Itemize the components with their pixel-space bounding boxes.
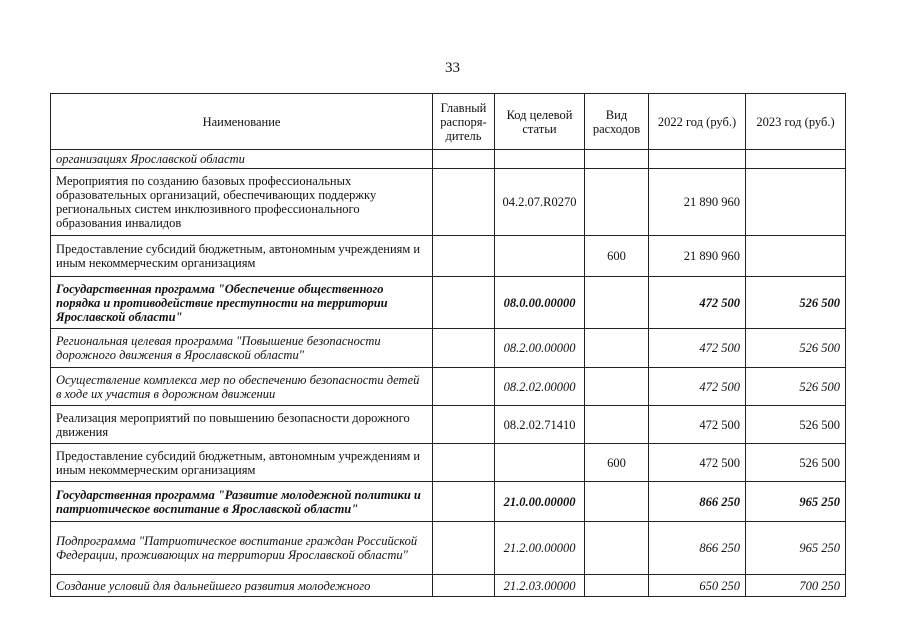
row-manager — [433, 150, 495, 169]
row-code: 08.2.00.00000 — [495, 329, 585, 368]
table-row — [51, 406, 846, 444]
row-2022: 472 500 — [649, 277, 746, 329]
row-2023 — [746, 150, 846, 169]
row-manager — [433, 522, 495, 575]
row-2023: 700 250 — [746, 575, 846, 597]
header-kind: Вид расходов — [585, 94, 649, 150]
table-row — [51, 575, 846, 597]
row-code: 21.2.00.00000 — [495, 522, 585, 575]
row-manager — [433, 277, 495, 329]
row-manager — [433, 368, 495, 406]
row-code — [495, 236, 585, 277]
header-code: Код целевой статьи — [495, 94, 585, 150]
row-kind — [585, 150, 649, 169]
row-name: Региональная целевая программа "Повышение безопасности дорожного движения в Ярославской области" — [51, 329, 433, 368]
row-code: 21.2.03.00000 — [495, 575, 585, 597]
row-2022 — [649, 150, 746, 169]
header-name: Наименование — [51, 94, 433, 150]
row-manager — [433, 575, 495, 597]
row-code — [495, 444, 585, 482]
row-name: Предоставление субсидий бюджетным, автономным учреждениям и иным некоммерческим организациям — [51, 236, 433, 277]
row-name: Мероприятия по созданию базовых профессиональных образовательных организаций, обеспечивающих поддержку региональных систем инклюзивного профессионального образования инвалидов — [51, 169, 433, 236]
row-manager — [433, 444, 495, 482]
table-row — [51, 368, 846, 406]
row-code: 21.0.00.00000 — [495, 482, 585, 522]
row-code: 08.2.02.00000 — [495, 368, 585, 406]
row-code: 08.2.02.71410 — [495, 406, 585, 444]
row-2022: 866 250 — [649, 482, 746, 522]
row-2022: 866 250 — [649, 522, 746, 575]
row-manager — [433, 236, 495, 277]
row-name: Реализация мероприятий по повышению безопасности дорожного движения — [51, 406, 433, 444]
row-name: Государственная программа "Обеспечение общественного порядка и противодействие преступности на территории Ярославской области" — [51, 277, 433, 329]
row-kind — [585, 277, 649, 329]
row-2022: 650 250 — [649, 575, 746, 597]
row-code: 04.2.07.R0270 — [495, 169, 585, 236]
table-row — [51, 277, 846, 329]
header-2022: 2022 год (руб.) — [649, 94, 746, 150]
page-number: 33 — [445, 60, 460, 76]
row-kind — [585, 329, 649, 368]
row-manager — [433, 406, 495, 444]
row-2023: 526 500 — [746, 406, 846, 444]
header-2023: 2023 год (руб.) — [746, 94, 846, 150]
row-kind — [585, 575, 649, 597]
row-2022: 472 500 — [649, 329, 746, 368]
row-manager — [433, 482, 495, 522]
row-2023: 526 500 — [746, 329, 846, 368]
row-2023: 526 500 — [746, 444, 846, 482]
budget-table — [50, 93, 846, 597]
row-code: 08.0.00.00000 — [495, 277, 585, 329]
row-name: Подпрограмма "Патриотическое воспитание граждан Российской Федерации, проживающих на территории Ярославской области" — [51, 522, 433, 575]
table-row — [51, 444, 846, 482]
table-row — [51, 236, 846, 277]
row-2022: 472 500 — [649, 444, 746, 482]
row-2023: 965 250 — [746, 482, 846, 522]
row-kind — [585, 169, 649, 236]
row-2022: 472 500 — [649, 406, 746, 444]
row-2022: 472 500 — [649, 368, 746, 406]
header-manager: Главный распоря-дитель — [433, 94, 495, 150]
row-manager — [433, 329, 495, 368]
row-name: организациях Ярославской области — [51, 150, 433, 169]
row-kind — [585, 482, 649, 522]
row-2023: 965 250 — [746, 522, 846, 575]
table-row — [51, 522, 846, 575]
table-row — [51, 329, 846, 368]
row-kind — [585, 406, 649, 444]
row-2023 — [746, 169, 846, 236]
row-kind — [585, 368, 649, 406]
row-name: Предоставление субсидий бюджетным, автономным учреждениям и иным некоммерческим организациям — [51, 444, 433, 482]
row-2023: 526 500 — [746, 368, 846, 406]
row-2023: 526 500 — [746, 277, 846, 329]
table-row — [51, 150, 846, 169]
row-kind — [585, 522, 649, 575]
table-row — [51, 169, 846, 236]
row-kind: 600 — [585, 236, 649, 277]
row-kind: 600 — [585, 444, 649, 482]
row-name: Государственная программа "Развитие молодежной политики и патриотическое воспитание в Ярославской области" — [51, 482, 433, 522]
table-row — [51, 482, 846, 522]
row-2023 — [746, 236, 846, 277]
row-2022: 21 890 960 — [649, 169, 746, 236]
row-name: Создание условий для дальнейшего развития молодежного — [51, 575, 433, 597]
row-name: Осуществление комплекса мер по обеспечению безопасности детей в ходе их участия в дорожном движении — [51, 368, 433, 406]
row-manager — [433, 169, 495, 236]
table-header-row — [51, 94, 846, 150]
row-2022: 21 890 960 — [649, 236, 746, 277]
row-code — [495, 150, 585, 169]
